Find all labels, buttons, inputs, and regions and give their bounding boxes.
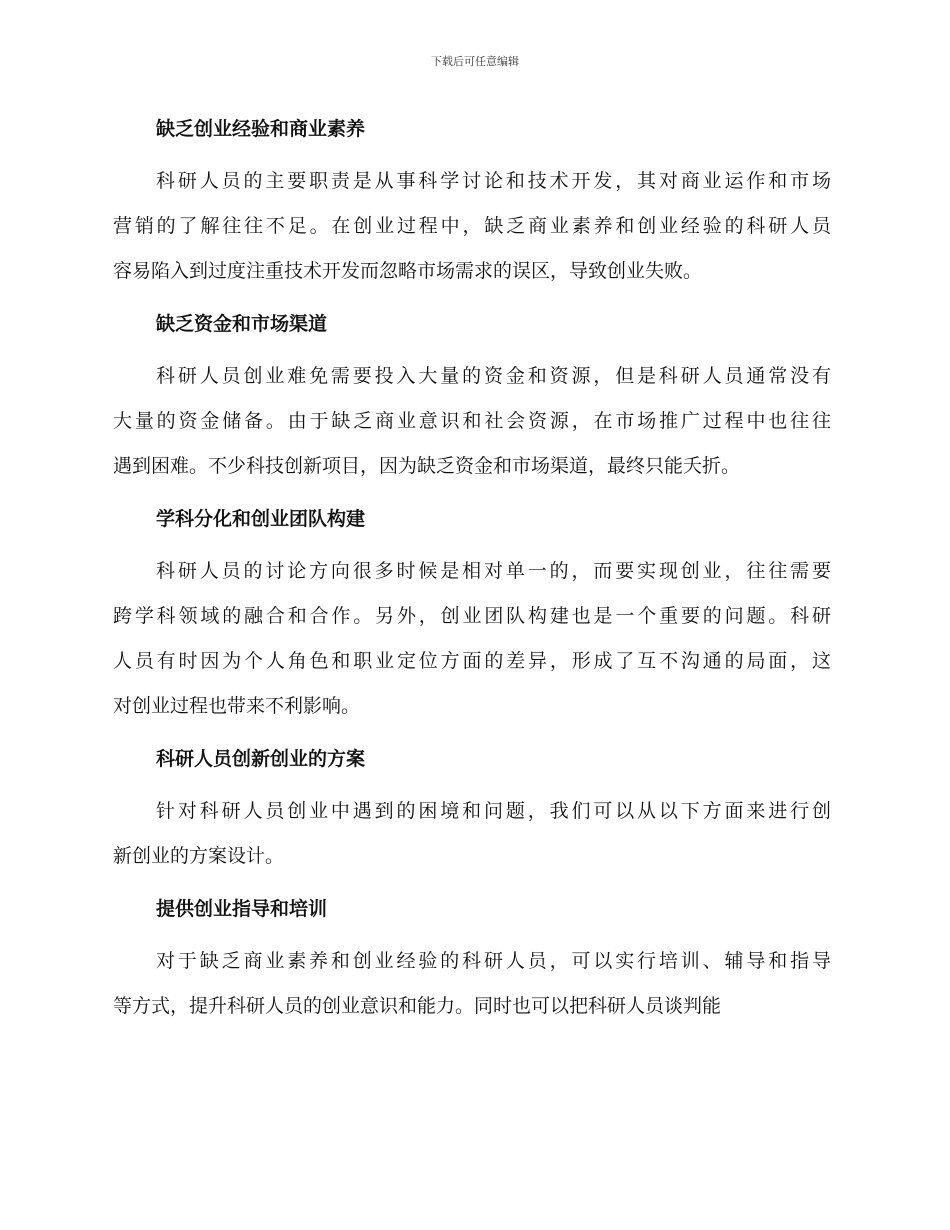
paragraph	[113, 789, 831, 879]
paragraph-line: 新创业的方案设计。	[113, 845, 285, 867]
paragraph-line: 遇到困难。不少科技创新项目，因为缺乏资金和市场渠道，最终只能夭折。	[113, 455, 741, 477]
paragraph	[113, 939, 831, 1029]
paragraph-line: 科研人员的主要职责是从事科学讨论和技术开发，其对商业运作和市场	[156, 170, 831, 192]
section-heading: 缺乏资金和市场渠道	[156, 313, 328, 335]
paragraph-line: 科研人员的讨论方向很多时候是相对单一的，而要实现创业，往往需要	[156, 560, 831, 582]
paragraph-line: 对于缺乏商业素养和创业经验的科研人员，可以实行培训、辅导和指导	[156, 950, 831, 972]
section-heading: 学科分化和创业团队构建	[156, 508, 366, 530]
document-body	[113, 112, 831, 1042]
paragraph-line: 等方式，提升科研人员的创业意识和能力。同时也可以把科研人员谈判能	[113, 995, 722, 1017]
paragraph-line: 跨学科领域的融合和合作。另外，创业团队构建也是一个重要的问题。科研	[113, 605, 831, 627]
paragraph-line: 科研人员创业难免需要投入大量的资金和资源，但是科研人员通常没有	[156, 365, 831, 387]
page-header: 下载后可任意编辑	[431, 55, 519, 68]
paragraph-line: 容易陷入到过度注重技术开发而忽略市场需求的误区，导致创业失败。	[113, 260, 703, 282]
section-heading: 缺乏创业经验和商业素养	[156, 118, 366, 140]
paragraph	[113, 549, 831, 729]
paragraph-line: 对创业过程也带来不利影响。	[113, 695, 361, 717]
section-heading: 提供创业指导和培训	[156, 898, 328, 920]
paragraph-line: 人员有时因为个人角色和职业定位方面的差异，形成了互不沟通的局面，这	[113, 650, 831, 672]
paragraph-line: 针对科研人员创业中遇到的困境和问题，我们可以从以下方面来进行创	[156, 800, 831, 822]
paragraph-line: 大量的资金储备。由于缺乏商业意识和社会资源，在市场推广过程中也往往	[113, 410, 831, 432]
paragraph	[113, 354, 831, 489]
paragraph	[113, 159, 831, 294]
section-heading: 科研人员创新创业的方案	[156, 748, 366, 770]
paragraph-line: 营销的了解往往不足。在创业过程中，缺乏商业素养和创业经验的科研人员	[113, 215, 831, 237]
